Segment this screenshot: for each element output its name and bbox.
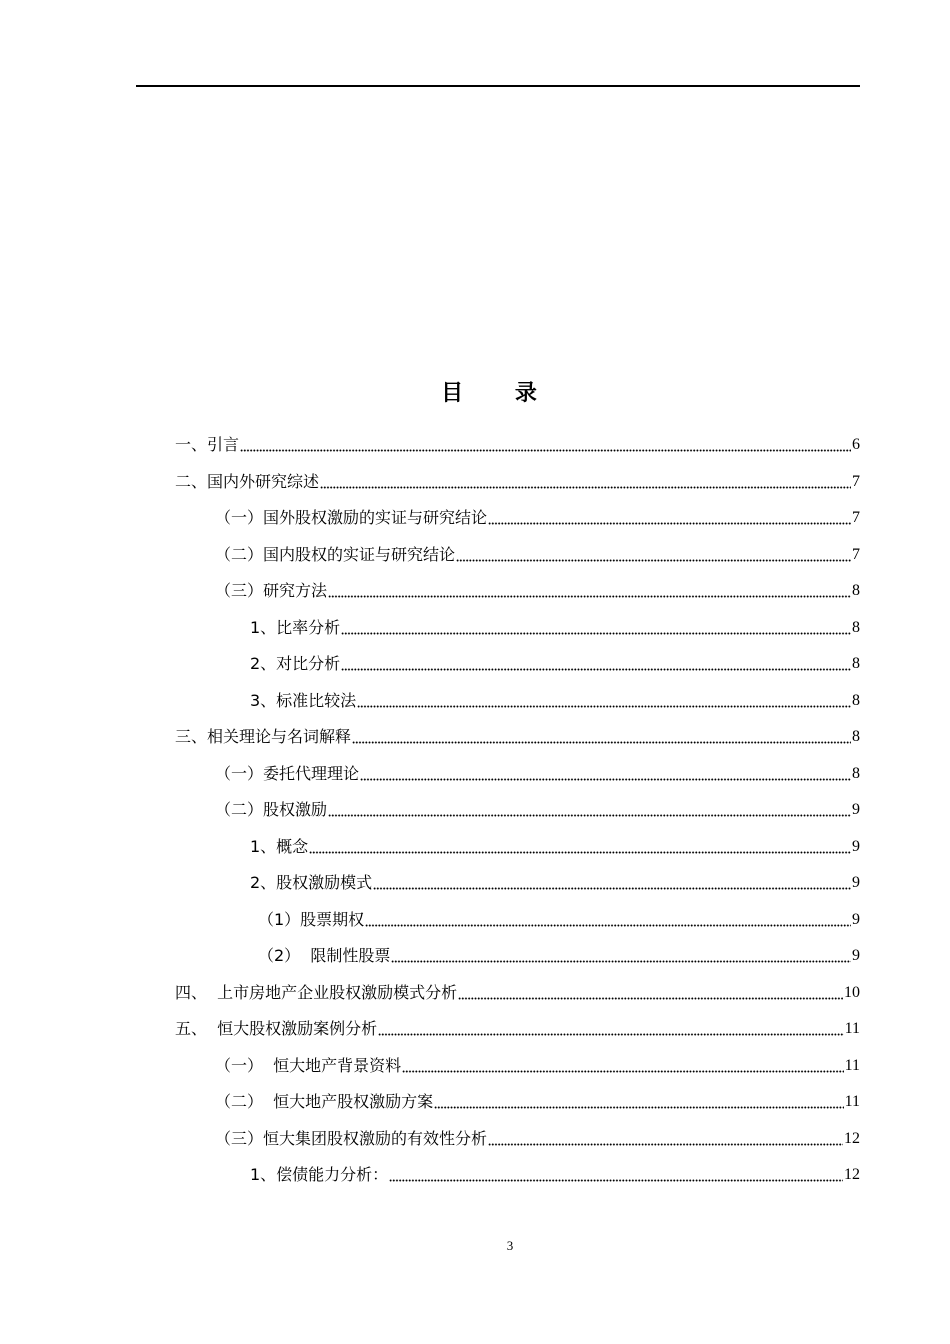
toc-entry-page: 11 <box>844 1020 860 1037</box>
toc-entry-page: 8 <box>852 619 860 636</box>
toc-entry-page: 9 <box>852 911 860 928</box>
toc-entry[interactable] <box>215 498 860 528</box>
toc-entry[interactable] <box>175 717 860 747</box>
toc-entry-label: 四、 上市房地产企业股权激励模式分析 <box>175 983 458 1002</box>
dot-leader <box>309 840 851 854</box>
toc-entry[interactable] <box>215 1119 860 1149</box>
toc-entry-label: （二）国内股权的实证与研究结论 <box>215 545 456 564</box>
toc-entry[interactable] <box>258 936 860 966</box>
dot-leader <box>341 657 851 671</box>
dot-leader <box>488 511 851 525</box>
toc-entry-label: 2、股权激励模式 <box>250 873 373 892</box>
page-number: 3 <box>506 1238 514 1253</box>
toc-entry[interactable] <box>215 1046 860 1076</box>
dot-leader <box>389 1168 843 1182</box>
dot-leader <box>458 986 843 1000</box>
toc-entry-label: 1、偿债能力分析： <box>250 1165 389 1184</box>
toc-entry-label: （一）委托代理理论 <box>215 764 360 783</box>
toc-entry-label: 1、比率分析 <box>250 618 341 637</box>
toc-entry-label: 3、标准比较法 <box>250 691 357 710</box>
dot-leader <box>434 1095 843 1109</box>
toc-entry-page: 7 <box>852 473 860 490</box>
toc-entry[interactable] <box>250 644 860 674</box>
toc-entry[interactable] <box>250 681 860 711</box>
toc-entry-label: 五、 恒大股权激励案例分析 <box>175 1019 378 1038</box>
toc-entry[interactable] <box>175 425 860 455</box>
toc-entry[interactable] <box>250 863 860 893</box>
toc-entry-label: （2） 限制性股票 <box>258 946 391 965</box>
toc-entry-page: 9 <box>852 874 860 891</box>
toc-entry[interactable] <box>175 973 860 1003</box>
toc-entry[interactable] <box>258 900 860 930</box>
toc-entry-page: 12 <box>844 1166 860 1183</box>
toc-entry-page: 8 <box>852 655 860 672</box>
toc-entry-page: 11 <box>844 1093 860 1110</box>
toc-entry-page: 9 <box>852 801 860 818</box>
dot-leader <box>391 949 851 963</box>
toc-entry-label: 一、引言 <box>175 435 240 454</box>
toc-entry[interactable] <box>215 535 860 565</box>
dot-leader <box>378 1022 843 1036</box>
toc-entry-label: （一） 恒大地产背景资料 <box>215 1056 402 1075</box>
toc-entry-page: 8 <box>852 728 860 745</box>
toc-entry-page: 9 <box>852 947 860 964</box>
toc-entry-label: （二） 恒大地产股权激励方案 <box>215 1092 434 1111</box>
dot-leader <box>456 548 851 562</box>
dot-leader <box>402 1059 843 1073</box>
toc-entry[interactable] <box>175 1009 860 1039</box>
dot-leader <box>365 913 851 927</box>
toc-entry-label: 二、国内外研究综述 <box>175 472 320 491</box>
toc-entry-label: （1）股票期权 <box>258 910 365 929</box>
toc-entry-page: 12 <box>844 1130 860 1147</box>
toc-entry[interactable] <box>215 790 860 820</box>
toc-entry-page: 8 <box>852 582 860 599</box>
toc-entry-label: （三）研究方法 <box>215 581 328 600</box>
toc-entry[interactable] <box>250 1155 860 1185</box>
dot-leader <box>328 803 851 817</box>
toc-entry[interactable] <box>215 754 860 784</box>
toc-entry-page: 10 <box>844 984 860 1001</box>
dot-leader <box>341 621 851 635</box>
dot-leader <box>357 694 851 708</box>
dot-leader <box>240 438 851 452</box>
toc-entry[interactable] <box>215 571 860 601</box>
toc-entry-page: 6 <box>852 436 860 453</box>
toc-entry-label: （二）股权激励 <box>215 800 328 819</box>
toc-entry-label: 1、概念 <box>250 837 309 856</box>
toc-title: 目 录 <box>441 381 559 406</box>
dot-leader <box>328 584 851 598</box>
toc-entry[interactable] <box>175 462 860 492</box>
toc-entry-page: 7 <box>852 546 860 563</box>
dot-leader <box>352 730 851 744</box>
toc-entry-page: 9 <box>852 838 860 855</box>
toc-entry-label: 2、对比分析 <box>250 654 341 673</box>
toc-entry-page: 7 <box>852 509 860 526</box>
dot-leader <box>320 475 851 489</box>
toc-entry-page: 8 <box>852 692 860 709</box>
header-rule <box>136 85 860 87</box>
toc-entry[interactable] <box>250 608 860 638</box>
toc-entry-page: 8 <box>852 765 860 782</box>
toc-entry-page: 11 <box>844 1057 860 1074</box>
toc-entry-label: （三）恒大集团股权激励的有效性分析 <box>215 1129 488 1148</box>
dot-leader <box>488 1132 843 1146</box>
toc-entry[interactable] <box>215 1082 860 1112</box>
toc-entry[interactable] <box>250 827 860 857</box>
toc-entry-label: 三、相关理论与名词解释 <box>175 727 352 746</box>
toc-entry-label: （一）国外股权激励的实证与研究结论 <box>215 508 488 527</box>
dot-leader <box>360 767 851 781</box>
dot-leader <box>373 876 851 890</box>
